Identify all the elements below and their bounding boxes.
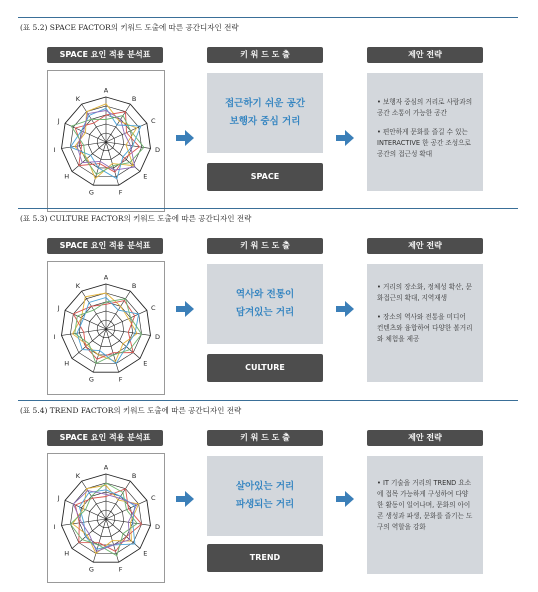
proposal-header: 제안 전략 [367, 47, 483, 63]
radar-axis-label: F [118, 375, 123, 384]
radar-axis-label: K [75, 281, 81, 290]
keyword-box [207, 456, 323, 536]
radar-axis-label: E [143, 359, 148, 368]
keyword-label: CULTURE [207, 354, 323, 382]
table-caption: (표 5.2) SPACE FACTOR의 키워드 도출에 따른 공간디자인 전략 [20, 23, 239, 32]
radar-chart-box [47, 261, 165, 395]
radar-chart [48, 262, 164, 394]
proposal-item: • 거리의 장소화, 정체성 확산, 문화접근의 확대, 지역재생 [377, 283, 472, 302]
radar-axis-label: A [103, 463, 109, 472]
keyword-label: TREND [207, 544, 323, 572]
radar-axis-label: B [131, 281, 137, 290]
radar-axis-label: G [88, 565, 94, 574]
keyword-box [207, 264, 323, 344]
proposal-header: 제안 전략 [367, 430, 483, 446]
radar-axis-label: D [154, 522, 160, 531]
radar-chart [48, 71, 164, 211]
keyword-line: 살아있는 거리 [235, 481, 295, 492]
keyword-header: 키 워 드 도 출 [207, 238, 323, 254]
radar-axis-label: H [64, 549, 70, 558]
keyword-header: 키 워 드 도 출 [207, 430, 323, 446]
keyword-line: 담겨있는 거리 [235, 307, 295, 318]
radar-axis-label: J [57, 116, 60, 125]
section-rule [18, 17, 518, 18]
radar-header: SPACE 요인 적용 분석표 [47, 430, 163, 446]
arrow-icon [176, 491, 194, 507]
proposal-item: • 편안하게 문화를 즐길 수 있는 INTERACTIVE 한 공간 조성으로 공간의 접근성 확대 [377, 128, 471, 158]
radar-axis-label: I [53, 332, 56, 341]
section-rule [18, 400, 518, 401]
radar-axis-label: E [143, 549, 148, 558]
radar-axis-label: A [103, 86, 109, 95]
radar-axis-label: H [64, 172, 70, 181]
radar-axis-label: G [88, 188, 94, 197]
radar-axis-label: G [88, 375, 94, 384]
radar-axis-label: C [151, 493, 156, 502]
keyword-label: SPACE [207, 163, 323, 191]
arrow-icon [336, 301, 354, 317]
proposal-item: • IT 기술을 거리의 TREND 요소에 접목 가능하게 구성하여 다양한 활동이 일어나며, 문화의 아이콘 생성과 파생, 문화를 즐기는 도구의 역할을 강화 [377, 479, 473, 531]
radar-axis-label: I [53, 522, 56, 531]
proposal-item: • 보행자 중심의 거리로 사람과의 공간 소통이 가능한 공간 [377, 98, 473, 117]
section-rule [18, 208, 518, 209]
keyword-box [207, 73, 323, 153]
proposal-item: • 장소의 역사와 전통을 미디어 컨텐츠와 융합하여 다양한 볼거리와 체험을 제공 [377, 313, 473, 343]
radar-axis-label: A [103, 273, 109, 282]
table-caption: (표 5.3) CULTURE FACTOR의 키워드 도출에 따른 공간디자인 전략 [20, 214, 252, 223]
proposal-header: 제안 전략 [367, 238, 483, 254]
arrow-icon [336, 491, 354, 507]
radar-header: SPACE 요인 적용 분석표 [47, 238, 163, 254]
keyword-line: 역사와 전통이 [235, 289, 295, 300]
radar-axis-label: F [118, 565, 123, 574]
keyword-line: 파생되는 거리 [235, 499, 295, 510]
arrow-icon [176, 130, 194, 146]
proposal-box [367, 456, 483, 574]
table-caption: (표 5.4) TREND FACTOR의 키워드 도출에 따른 공간디자인 전략 [20, 406, 242, 415]
radar-chart-box [47, 453, 165, 583]
proposal-box [367, 73, 483, 191]
radar-axis-label: C [151, 303, 156, 312]
radar-axis-label: C [151, 116, 156, 125]
radar-axis-label: B [131, 471, 137, 480]
radar-header: SPACE 요인 적용 분석표 [47, 47, 163, 63]
radar-axis-label: D [154, 332, 160, 341]
keyword-line: 접근하기 쉬운 공간 [224, 98, 306, 109]
radar-axis-label: B [131, 94, 137, 103]
radar-axis-label: K [75, 471, 81, 480]
arrow-icon [176, 301, 194, 317]
radar-axis-label: K [75, 94, 81, 103]
radar-axis-label: E [143, 172, 148, 181]
radar-axis-label: F [118, 188, 123, 197]
keyword-header: 키 워 드 도 출 [207, 47, 323, 63]
arrow-icon [336, 130, 354, 146]
keyword-line: 보행자 중심 거리 [229, 116, 301, 127]
radar-axis-label: H [64, 359, 70, 368]
proposal-box [367, 264, 483, 382]
radar-axis-label: D [154, 145, 160, 154]
radar-axis-label: J [57, 493, 60, 502]
radar-chart-box [47, 70, 165, 212]
radar-axis-label: J [57, 303, 60, 312]
radar-axis-label: I [53, 145, 56, 154]
radar-chart [48, 454, 164, 582]
